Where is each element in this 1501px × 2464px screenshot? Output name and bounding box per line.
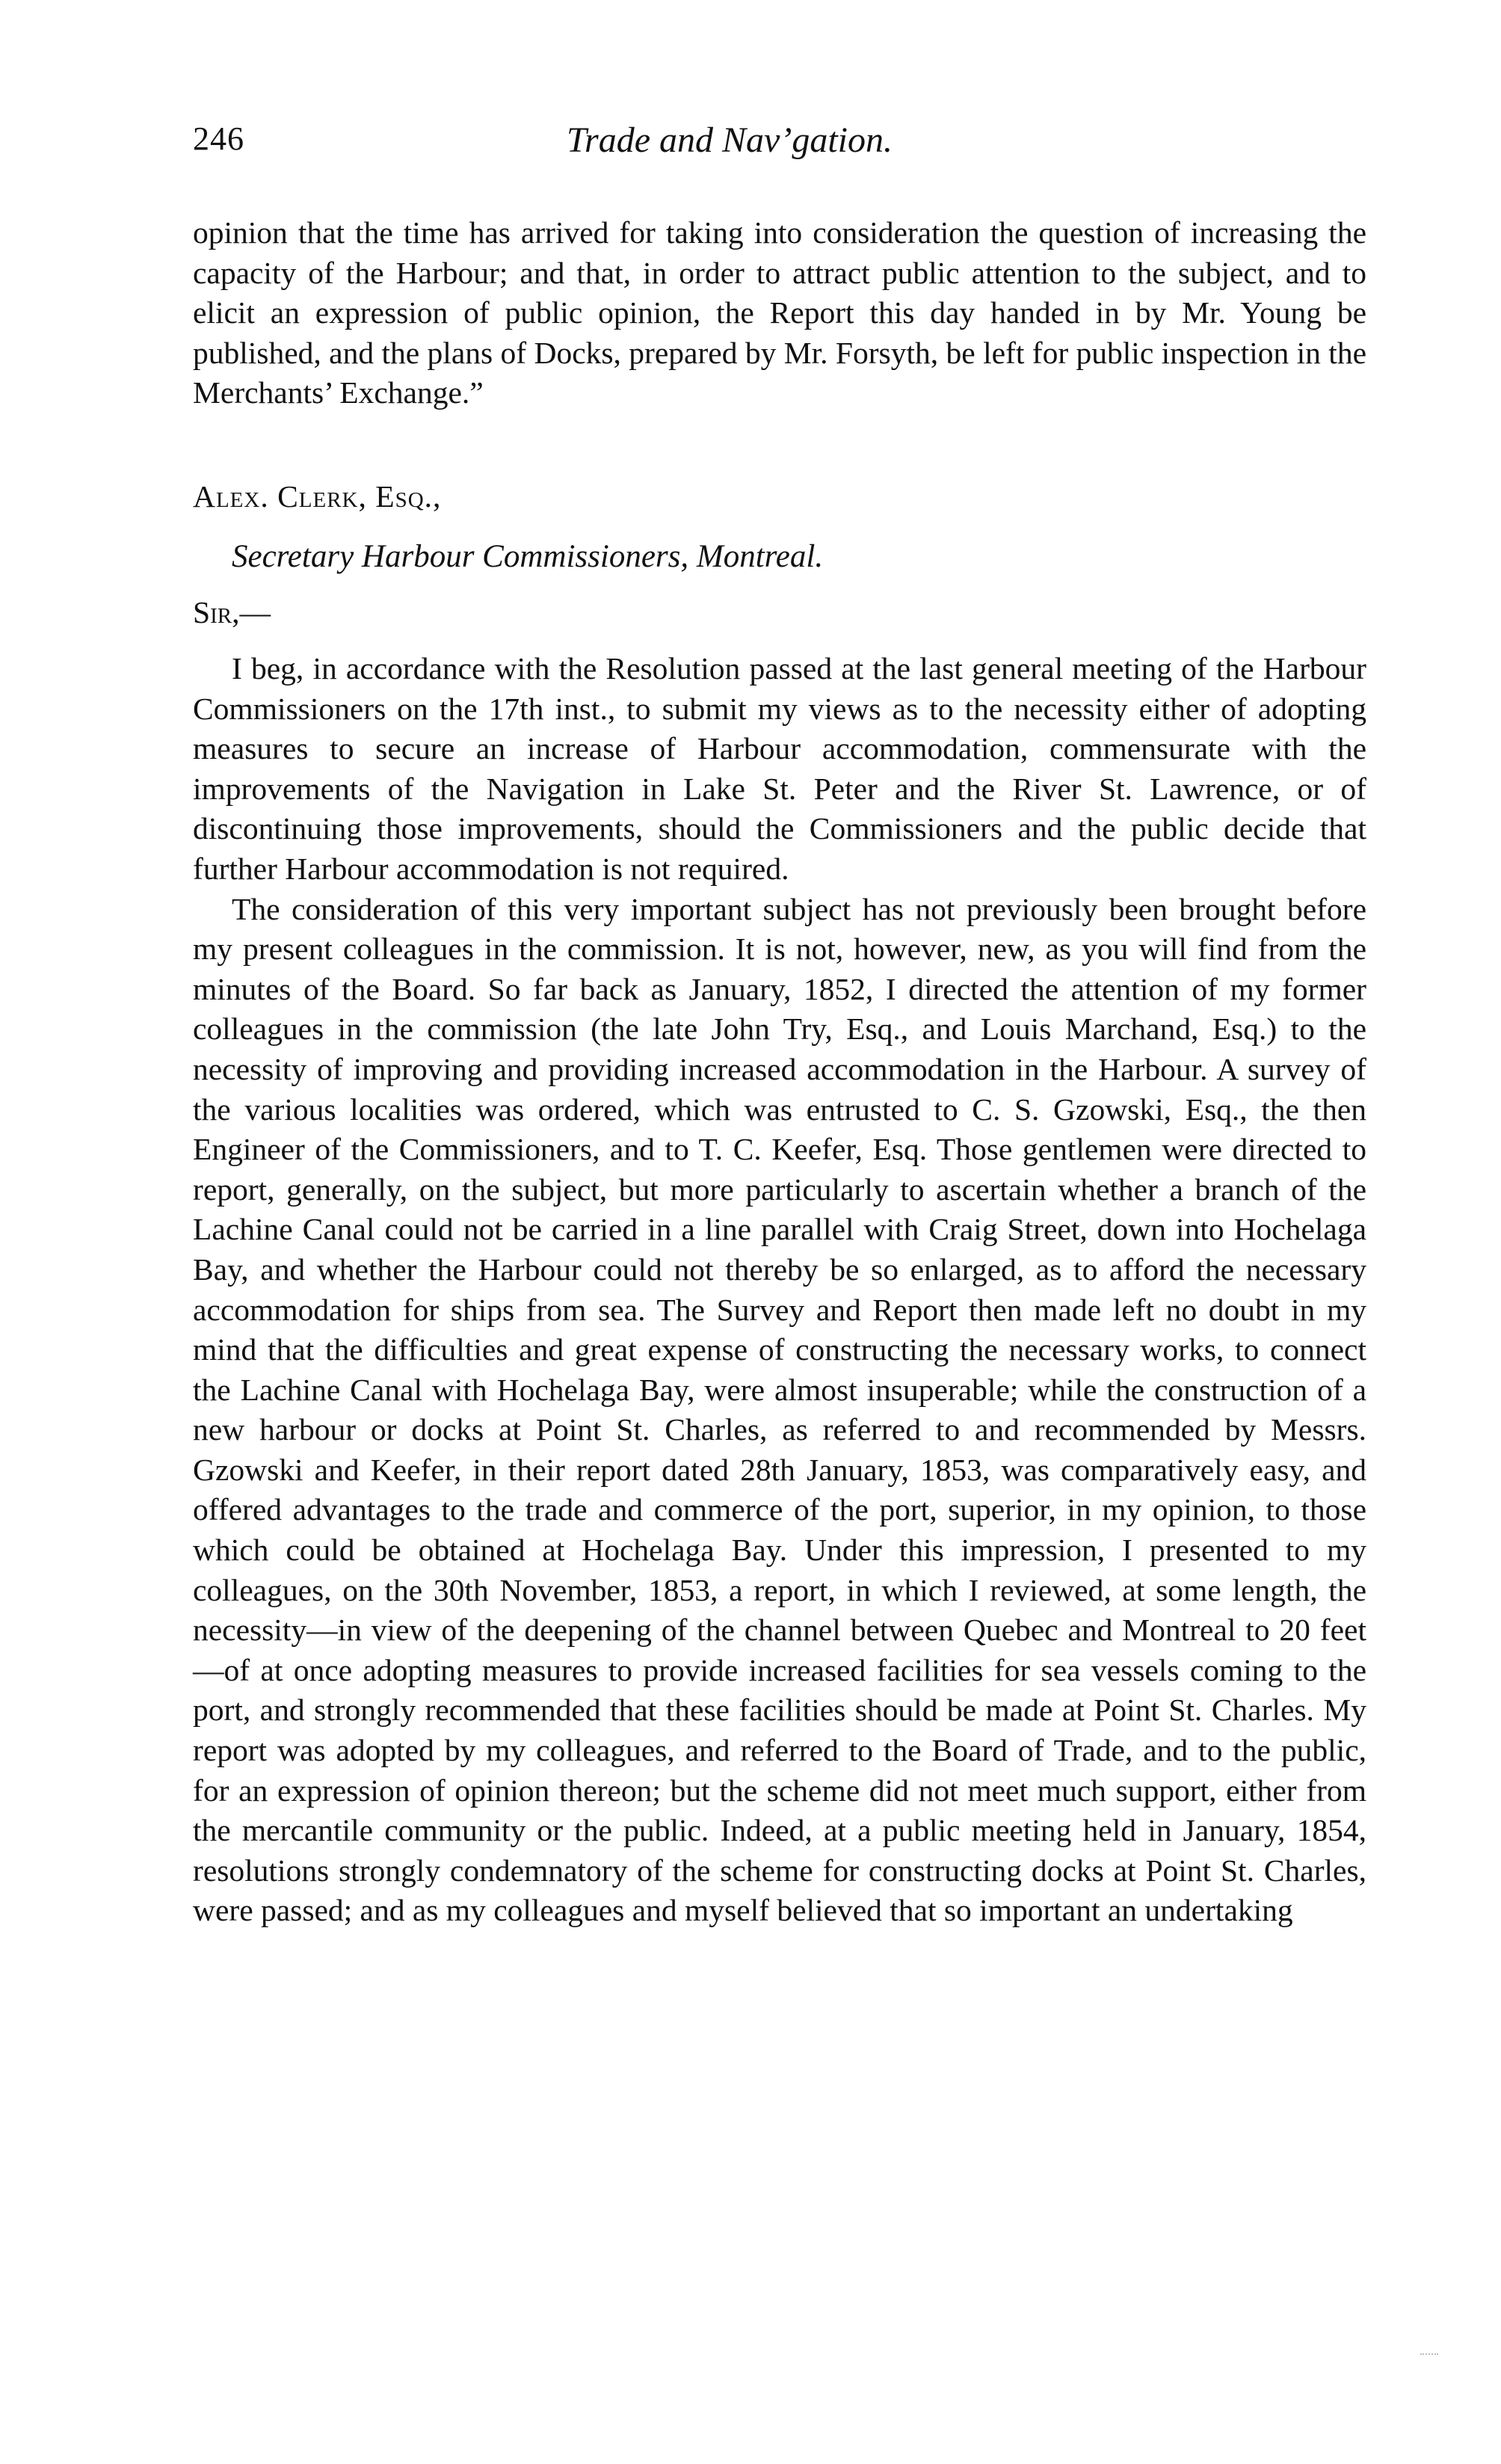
addressee-name: Alex. Clerk, Esq., (193, 479, 442, 514)
letter-paragraph-2: The consideration of this very important subject has not previously been brought before my present colleagues in the commission. It is not, however, new, as you will find from the minutes of the Board. So far back as January, 1852, I directed the attention of my former colleagues in the commission (the late John Try, Esq., and Louis Marchand, Esq.) to the necessity of improving and providing increased accommodation in the Harbour. A survey of the various localities was ordered, which was entrusted to C. S. Gzowski, Esq., the then Engineer of the Commissioners, and to T. C. Keefer, Esq. Those gentlemen were directed to report, generally, on the subject, but more particularly to ascertain whether a branch of the Lachine Canal could not be carried in a line parallel with Craig Street, down into Hochelaga Bay, and whether the Harbour could not thereby be so enlarged, as to afford the necessary accommodation for ships from sea. The Survey and Report then made left no doubt in my mind that the difficulties and great expense of constructing the necessary works, to connect the Lachine Canal with Hochelaga Bay, were almost insuperable; while the construction of a new harbour or docks at Point St. Charles, as referred to and recommended by Messrs. Gzowski and Keefer, in their report dated 28th January, 1853, was comparatively easy, and offered advantages to the trade and commerce of the port, superior, in my opinion, to those which could be obtained at Hochelaga Bay. Under this impression, I presented to my colleagues, on the 30th November, 1853, a report, in which I reviewed, at some length, the necessity—in view of the deepening of the channel between Quebec and Montreal to 20 feet—of at once adopting measures to provide increased facilities for sea vessels coming to the port, and strongly recommended that these facilities should be made at Point St. Charles. My report was adopted by my colleagues, and referred to the Board of Trade, and to the public, for an expression of opinion thereon; but the scheme did not meet much support, either from the mercantile community or the public. Indeed, at a public meeting held in January, 1854, resolutions strongly condemnatory of the scheme for constructing docks at Point St. Charles, were passed; and as my colleagues and myself believed that so important an undertaking (193, 891, 1366, 1928)
addressee-title: Secretary Harbour Commissioners, Montreal. (232, 539, 824, 574)
margin-speck-decoration (1420, 2353, 1438, 2359)
opening-paragraph-block (193, 213, 1366, 413)
opening-paragraph: opinion that the time has arrived for taking into consideration the question of increasing the capacity of the Harbour; and that, in order to attract public attention to the subject, and to elicit an expression of public opinion, the Report this day handed in by Mr. Young be published, and the plans of Docks, prepared by Mr. Forsyth, be left for public inspection in the Merchants’ Exchange.” (193, 215, 1366, 410)
letter-paragraph-1: I beg, in accordance with the Resolution passed at the last general meeting of the Harbour Commissioners on the 17th inst., to submit my views as to the necessity either of adopting measures to secure an increase of Harbour accommodation, commensurate with the improvements of the Navigation in Lake St. Peter and the River St. Lawrence, or of discontinuing those improvements, should the Commissioners and the public decide that further Harbour accommodation is not required. (193, 651, 1366, 886)
page-header (193, 120, 1366, 179)
letter-body (193, 649, 1366, 1931)
salutation: Sir,— (193, 595, 271, 629)
running-title: Trade and Nav’gation. (567, 120, 893, 160)
page-number: 246 (193, 120, 244, 157)
